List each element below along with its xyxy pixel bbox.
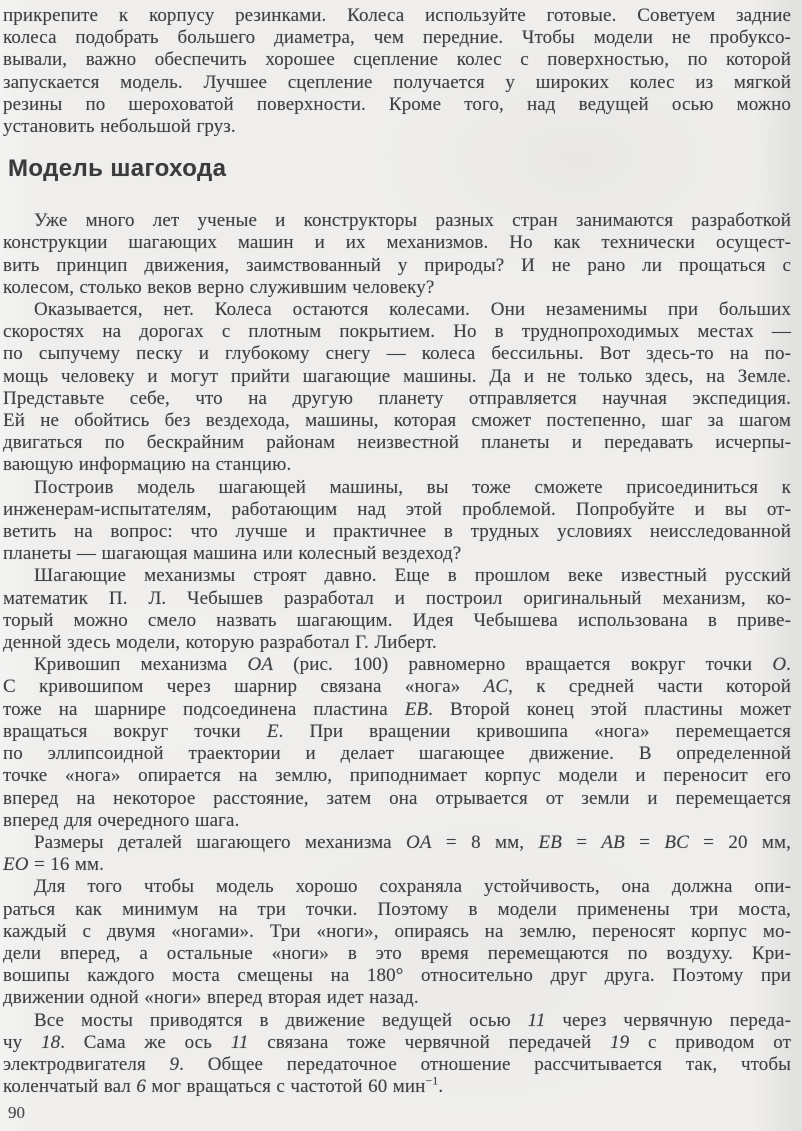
- text-segment: =: [624, 831, 665, 853]
- paragraph: [3, 477, 791, 566]
- text-line: мощь человеку и могут прийти шагающие машины. Да и не только здесь, на Земле.: [3, 365, 791, 387]
- text-line: [3, 1054, 791, 1076]
- text-line: Ей не обойтись без вездехода, машины, которая сможет постепенно, шаг за шагом: [3, 410, 791, 432]
- text-line: планеты — шагающая машина или колесный вездеход?: [3, 543, 462, 565]
- text-line: по сыпучему песку и глубокому снегу — колеса бессильны. Вот здесь-то на по-: [3, 343, 791, 365]
- text-line: скоростях на дорогах с плотным покрытием. Но в труднопроходимых местах —: [3, 321, 791, 343]
- text-line: вающую информацию на станцию.: [3, 454, 292, 476]
- italic-text: EB: [538, 831, 562, 853]
- italic-text: OA: [247, 654, 274, 676]
- text-line: Построив модель шагающей машины, вы тоже сможете присоединиться к: [34, 476, 791, 498]
- paragraph: [3, 654, 791, 832]
- text-line: вывали, важно обеспечить хорошее сцепление колес с поверхностью, по которой: [3, 49, 791, 71]
- text-segment: мог вращаться с частотой 60 мин: [145, 1076, 426, 1098]
- text-line: вить принцип движения, заимствованный у природы? И не рано ли прощаться с: [3, 254, 791, 276]
- text-line: Для того чтобы модель хорошо сохраняла устойчивость, она должна опи-: [34, 876, 791, 898]
- text-segment: =: [561, 831, 602, 853]
- text-line: [3, 676, 791, 698]
- text-line: резины по шероховатой поверхности. Кроме того, над ведущей осью можно: [3, 93, 791, 115]
- text-segment: . Второй конец этой пластины может: [428, 698, 791, 720]
- text-segment: Все мосты приводятся в движение ведущей осью: [34, 1009, 528, 1031]
- text-line: инженерам-испытателям, работающим над этой проблемой. Попробуйте и вы от-: [3, 498, 791, 520]
- text-line: математик П. Л. Чебышев разработал и построил оригинальный механизм, ко-: [3, 587, 791, 609]
- text-line: установить небольшой груз.: [3, 116, 236, 138]
- text-line: дели вперед, а остальные «ноги» в это время перемещаются по воздуху. Кри-: [3, 942, 791, 964]
- text-segment: . Сама же ось: [60, 1031, 231, 1053]
- paragraph: [3, 1010, 791, 1099]
- italic-text: 19: [610, 1031, 630, 1053]
- text-line: [3, 854, 791, 876]
- text-line: точке «нога» опирается на землю, приподнимает корпус модели и переносит его: [3, 765, 791, 787]
- text-segment: = 16 мм.: [28, 854, 104, 876]
- paragraph: [3, 210, 791, 299]
- text-line: Уже много лет ученые и конструкторы разных стран занимаются разработкой: [34, 210, 791, 232]
- text-line: по эллипсоидной траектории и делает шагающее движение. В определенной: [3, 743, 791, 765]
- italic-text: 11: [230, 1031, 249, 1053]
- text-line: [3, 832, 791, 854]
- text-segment: электродвигателя: [3, 1053, 170, 1075]
- text-segment: . Общее передаточное отношение рассчитывается так, чтобы: [179, 1053, 791, 1075]
- italic-text: EB: [404, 698, 429, 720]
- text-line: вперед на некоторое расстояние, затем она отрывается от земли и перемещается: [3, 787, 791, 809]
- page-number: 90: [8, 1103, 25, 1122]
- text-line: [3, 699, 791, 721]
- text-line: [3, 721, 791, 743]
- text-line: колеса подобрать большего диаметра, чем передние. Чтобы модели не пробуксо-: [3, 27, 791, 49]
- text-segment: С кривошипом через шарнир связана «нога»: [3, 676, 484, 698]
- text-segment: .: [438, 1076, 444, 1098]
- text-segment: , к средней части которой: [508, 676, 791, 698]
- text-line: конструкции шагающих машин и их механизмов. Но как технически осущест-: [3, 232, 791, 254]
- text-segment: Кривошип механизма: [34, 654, 248, 676]
- text-segment: Размеры деталей шагающего механизма: [34, 831, 407, 853]
- text-line: двигаться по бескрайним районам неизвестной планеты и передавать исчерпы-: [3, 432, 791, 454]
- paragraph: [3, 876, 791, 1009]
- italic-text: AB: [601, 831, 625, 853]
- paragraph: [3, 565, 791, 654]
- text-line: [3, 654, 791, 676]
- italic-text: EO: [3, 854, 29, 876]
- text-segment: вращаться вокруг точки: [3, 720, 267, 742]
- text-line: [3, 1073, 791, 1098]
- paragraph: [3, 5, 791, 138]
- text-segment: через червячную переда-: [545, 1009, 792, 1031]
- text-line: [3, 1032, 791, 1054]
- italic-text: BC: [664, 831, 689, 853]
- italic-text: OA: [406, 831, 432, 853]
- text-line: вперед для очередного шага.: [3, 809, 240, 831]
- text-segment: = 8 мм,: [431, 831, 539, 853]
- text-line: торый можно смело назвать шагающим. Идея Чебышева использована в приве-: [3, 609, 791, 631]
- text-line: вошипы каждого моста смещены на 180° относительно друг друга. Поэтому при: [3, 965, 791, 987]
- text-line: Шагающие механизмы строят давно. Еще в прошлом веке известный русский: [34, 565, 791, 587]
- text-segment: с приводом от: [629, 1031, 791, 1053]
- paragraph: [3, 832, 791, 876]
- text-line: колесом, столько веков верно служившим человеку?: [3, 276, 435, 298]
- text-segment: = 20 мм,: [688, 831, 792, 853]
- text-line: каждый с двумя «ногами». Три «ноги», опираясь на землю, переносят корпус мо-: [3, 920, 791, 942]
- text-line: денной здесь модели, которую разработал Г. Либерт.: [3, 632, 437, 654]
- text-segment: (рис. 100) равномерно вращается вокруг точки: [273, 654, 773, 676]
- text-line: ветить на вопрос: что лучше и практичнее в трудных условиях неисследованной: [3, 521, 791, 543]
- text-segment: тоже на шарнире подсоединена пластина: [3, 698, 405, 720]
- text-segment: связана тоже червячной передачей: [248, 1031, 611, 1053]
- italic-text: 6: [136, 1076, 146, 1098]
- text-line: Представьте себе, что на другую планету отправляется научная экспедиция.: [3, 387, 791, 409]
- text-line: запускается модель. Лучшее сцепление получается у широких колес из мягкой: [3, 71, 791, 93]
- text-segment: .: [786, 654, 791, 676]
- text-line: прикрепите к корпусу резинками. Колеса используйте готовые. Советуем задние: [3, 5, 791, 26]
- text-line: движении одной «ноги» вперед вторая идет назад.: [3, 987, 419, 1009]
- text-line: раться как минимум на три точки. Поэтому в модели применены три моста,: [3, 898, 791, 920]
- superscript-text: −1: [425, 1073, 439, 1088]
- italic-text: E: [266, 720, 279, 742]
- italic-text: O: [772, 654, 787, 676]
- italic-text: 11: [527, 1009, 546, 1031]
- text-segment: . При вращении кривошипа «нога» перемещается: [278, 720, 791, 742]
- italic-text: 9: [169, 1053, 180, 1075]
- text-line: Оказывается, нет. Колеса остаются колесами. Они незаменимы при больших: [34, 299, 791, 321]
- italic-text: AC: [483, 676, 509, 698]
- section-heading: Модель шагохода: [8, 155, 227, 183]
- page-content: [3, 5, 791, 1098]
- paragraph: [3, 299, 791, 477]
- text-segment: чу: [3, 1031, 41, 1053]
- italic-text: 18: [41, 1031, 61, 1053]
- text-line: [3, 1010, 791, 1032]
- text-segment: коленчатый вал: [3, 1076, 137, 1098]
